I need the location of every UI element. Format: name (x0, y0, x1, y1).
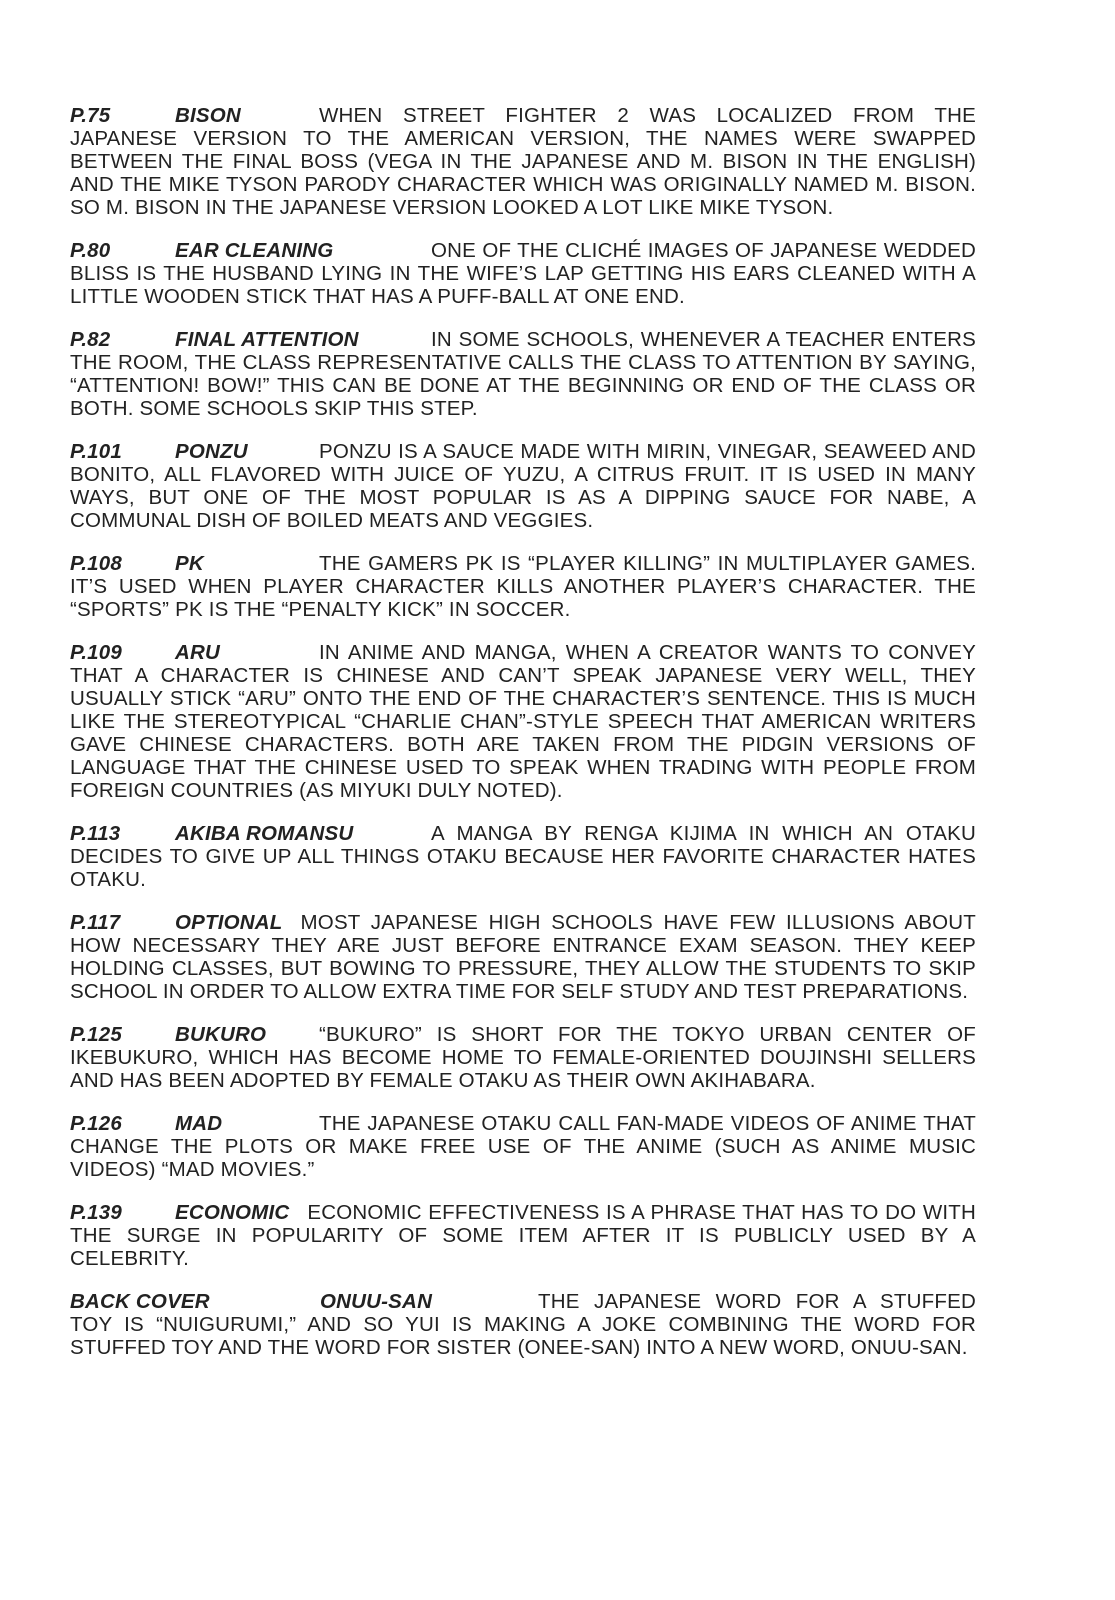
note-page-ref: P.108 (70, 552, 122, 575)
note-page-ref: BACK COVER (70, 1290, 210, 1313)
note-p101-ponzu (70, 440, 976, 532)
note-text: THE JAPANESE WORD FOR A STUFFED TOY IS “NUIGURUMI,” AND SO YUI IS MAKING A JOKE COMBINING THE WORD FOR STUFFED TOY AND THE WORD FOR SISTER (ONEE-SAN) INTO A NEW WORD, ONUU-SAN. (70, 1290, 976, 1359)
note-term: BISON (175, 104, 241, 127)
note-text: THE JAPANESE OTAKU CALL FAN-MADE VIDEOS OF ANIME THAT CHANGE THE PLOTS OR MAKE FREE USE OF THE ANIME (SUCH AS ANIME MUSIC VIDEOS) “MAD MOVIES.” (70, 1112, 976, 1181)
note-p109-aru (70, 641, 976, 802)
note-text: THE GAMERS PK IS “PLAYER KILLING” IN MULTIPLAYER GAMES. IT’S USED WHEN PLAYER CHARACTER KILLS ANOTHER PLAYER’S CHARACTER. THE “SPORTS” PK IS THE “PENALTY KICK” IN SOCCER. (70, 552, 976, 621)
note-term: ECONOMIC (175, 1201, 290, 1224)
note-page-ref: P.80 (70, 239, 111, 262)
note-p82-final-attention (70, 328, 976, 420)
note-text: WHEN STREET FIGHTER 2 WAS LOCALIZED FROM THE JAPANESE VERSION TO THE AMERICAN VERSION, THE NAMES WERE SWAPPED BETWEEN THE FINAL BOSS (VEGA IN THE JAPANESE AND M. BISON IN THE ENGLISH) AND THE MIKE TYSON PARODY CHARACTER WHICH WAS ORIGINALLY NAMED M. BISON. SO M. BISON IN THE JAPANESE VERSION LOOKED A LOT LIKE MIKE TYSON. (70, 104, 976, 219)
note-p139-economic (70, 1201, 976, 1270)
note-text: A MANGA BY RENGA KIJIMA IN WHICH AN OTAKU DECIDES TO GIVE UP ALL THINGS OTAKU BECAUSE HER FAVORITE CHARACTER HATES OTAKU. (70, 822, 976, 891)
note-term: PONZU (175, 440, 248, 463)
note-p126-mad (70, 1112, 976, 1181)
note-page-ref: P.101 (70, 440, 122, 463)
note-page-ref: P.109 (70, 641, 122, 664)
note-term: ONUU-SAN (320, 1290, 433, 1313)
note-page-ref: P.125 (70, 1023, 122, 1046)
note-text: IN ANIME AND MANGA, WHEN A CREATOR WANTS TO CONVEY THAT A CHARACTER IS CHINESE AND CAN’T SPEAK JAPANESE VERY WELL, THEY USUALLY STICK “ARU” ONTO THE END OF THE CHARACTER’S SENTENCE. THIS IS MUCH LIKE THE STEREOTYPICAL “CHARLIE CHAN”-STYLE SPEECH THAT AMERICAN WRITERS GAVE CHINESE CHARACTERS. BOTH ARE TAKEN FROM THE PIDGIN VERSIONS OF LANGUAGE THAT THE CHINESE USED TO SPEAK WHEN TRADING WITH PEOPLE FROM FOREIGN COUNTRIES (AS MIYUKI DULY NOTED). (70, 641, 976, 802)
note-term: EAR CLEANING (175, 239, 334, 262)
note-text: ECONOMIC EFFECTIVENESS IS A PHRASE THAT HAS TO DO WITH THE SURGE IN POPULARITY OF SOME ITEM AFTER IT IS PUBLICLY USED BY A CELEBRITY. (70, 1201, 976, 1270)
note-term: BUKURO (175, 1023, 267, 1046)
note-page-ref: P.75 (70, 104, 111, 127)
note-p117-optional (70, 911, 976, 1003)
note-term: AKIBA ROMANSU (175, 822, 354, 845)
note-page-ref: P.126 (70, 1112, 122, 1135)
note-page-ref: P.113 (70, 822, 121, 845)
note-page-ref: P.82 (70, 328, 111, 351)
note-text: “BUKURO” IS SHORT FOR THE TOKYO URBAN CENTER OF IKEBUKURO, WHICH HAS BECOME HOME TO FEMALE-ORIENTED DOUJINSHI SELLERS AND HAS BEEN ADOPTED BY FEMALE OTAKU AS THEIR OWN AKIHABARA. (70, 1023, 976, 1092)
note-term: PK (175, 552, 204, 575)
note-term: OPTIONAL (175, 911, 283, 934)
translation-notes-page (70, 104, 976, 1379)
note-p125-bukuro (70, 1023, 976, 1092)
note-text: MOST JAPANESE HIGH SCHOOLS HAVE FEW ILLUSIONS ABOUT HOW NECESSARY THEY ARE JUST BEFORE ENTRANCE EXAM SEASON. THEY KEEP HOLDING CLASSES, BUT BOWING TO PRESSURE, THEY ALLOW THE STUDENTS TO SKIP SCHOOL IN ORDER TO ALLOW EXTRA TIME FOR SELF STUDY AND TEST PREPARATIONS. (70, 911, 976, 1003)
note-term: FINAL ATTENTION (175, 328, 359, 351)
note-text: ONE OF THE CLICHÉ IMAGES OF JAPANESE WEDDED BLISS IS THE HUSBAND LYING IN THE WIFE’S LAP GETTING HIS EARS CLEANED WITH A LITTLE WOODEN STICK THAT HAS A PUFF-BALL AT ONE END. (70, 239, 976, 308)
note-p108-pk (70, 552, 976, 621)
note-p75-bison (70, 104, 976, 219)
note-back-cover-onuu-san (70, 1290, 976, 1359)
note-text: IN SOME SCHOOLS, WHENEVER A TEACHER ENTERS THE ROOM, THE CLASS REPRESENTATIVE CALLS THE CLASS TO ATTENTION BY SAYING, “ATTENTION! BOW!” THIS CAN BE DONE AT THE BEGINNING OR END OF THE CLASS OR BOTH. SOME SCHOOLS SKIP THIS STEP. (70, 328, 976, 420)
note-p113-akiba-romansu (70, 822, 976, 891)
note-term: ARU (175, 641, 221, 664)
note-text: PONZU IS A SAUCE MADE WITH MIRIN, VINEGAR, SEAWEED AND BONITO, ALL FLAVORED WITH JUICE OF YUZU, A CITRUS FRUIT. IT IS USED IN MANY WAYS, BUT ONE OF THE MOST POPULAR IS AS A DIPPING SAUCE FOR NABE, A COMMUNAL DISH OF BOILED MEATS AND VEGGIES. (70, 440, 976, 532)
note-page-ref: P.117 (70, 911, 121, 934)
note-p80-ear-cleaning (70, 239, 976, 308)
note-term: MAD (175, 1112, 223, 1135)
note-page-ref: P.139 (70, 1201, 122, 1224)
